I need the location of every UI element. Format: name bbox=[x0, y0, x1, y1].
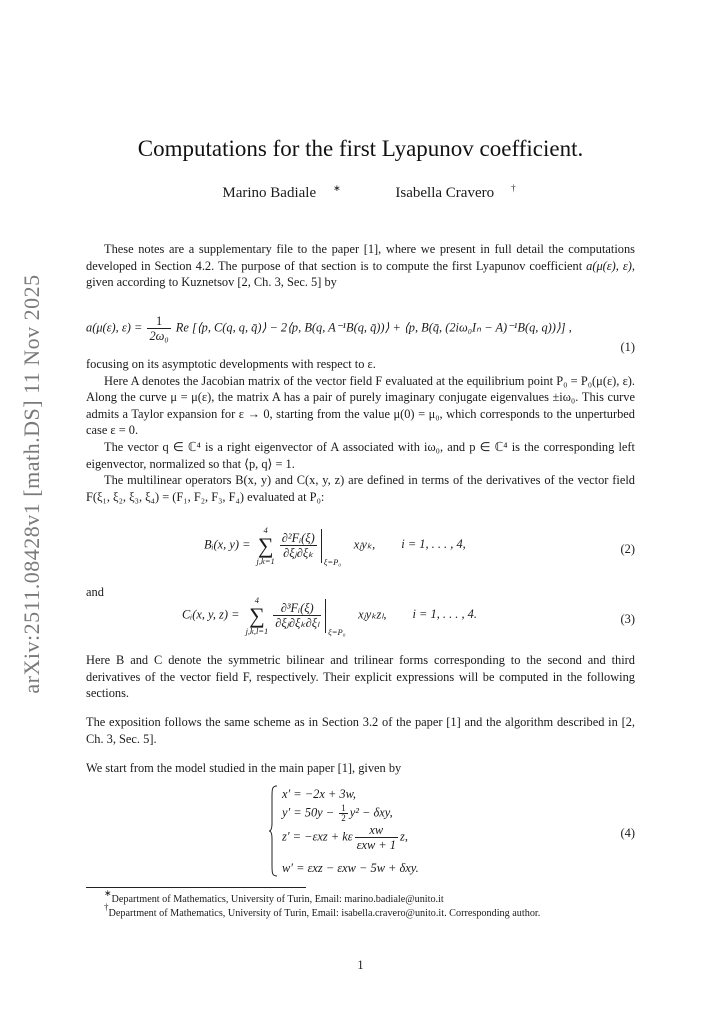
paragraph-jacobian: Here A denotes the Jacobian matrix of the vector field F evaluated at the equilibrium point P₀ = P₀(μ(ε), ε). Along the curve μ = μ(ε), the matrix A has a pair of purely imaginary conjugate eigenvalues ±iω₀. This curve admits a Taylor expansion for ε → 0, starting from the value μ(0) = μ₀, which corresponds to the unperturbed case ε = 0. bbox=[86, 373, 635, 438]
footnote-1: ∗Department of Mathematics, University of Turin, Email: marino.badiale@unito.it bbox=[104, 888, 444, 905]
system-line-w: w′ = εxz − εxw − 5w + δxy. bbox=[282, 861, 419, 875]
author-1-name: Marino Badiale bbox=[222, 185, 317, 201]
eq2-summation: 4 ∑ j,k=1 bbox=[256, 525, 275, 566]
equation-2: Bᵢ(x, y) = 4 ∑ j,k=1 $\frac{\text{∂²Fᵢ(ξ)}}{\text{∂ξⱼ∂ξₖ}}$ ξ=P₀ xⱼyₖ, i = 1, . . . , 4, (2) bbox=[204, 525, 635, 567]
eq1-fraction: $\frac{1}{\text{2ω₀}}$ bbox=[149, 314, 169, 343]
model-paragraph: We start from the model studied in the main paper [1], given by bbox=[86, 761, 402, 775]
equation-1: a(μ(ε), ε) = $\frac{1}{\text{2ω₀}}$ Re [⟨p, C(q, q, q̄)⟩ − 2⟨p, B(q, A⁻¹B(q, q̄))⟩ + ⟨p, B(q̄, (2iω₀Iₙ − A)⁻¹B(q, q))⟩] , (1) bbox=[86, 314, 635, 354]
eq2-evaluation-bar: ξ=P₀ bbox=[321, 529, 348, 563]
eq2-derivative: $\frac{\text{∂²Fᵢ(ξ)}}{\text{∂ξⱼ∂ξₖ}}$ bbox=[281, 531, 315, 560]
eq3-derivative: $\frac{\text{∂³Fᵢ(ξ)}}{\text{∂ξⱼ∂ξₖ∂ξₗ}}$ bbox=[275, 601, 320, 630]
paragraph-multilinear: The multilinear operators B(x, y) and C(x, y, z) are defined in terms of the derivatives of the vector field F(ξ₁, ξ₂, ξ₃, ξ₄) = (F₁, F₂, F₃, F₄) evaluated at P₀: bbox=[86, 473, 635, 504]
equation-number-3: (3) bbox=[620, 612, 635, 626]
equation-3: Cᵢ(x, y, z) = 4 ∑ j,k,l=1 $\frac{\text{∂³Fᵢ(ξ)}}{\text{∂ξⱼ∂ξₖ∂ξₗ}}$ ξ=P₀ xⱼyₖzₗ, i = 1, . . . , 4. (3) bbox=[182, 595, 635, 637]
equation-4-label bbox=[86, 826, 635, 844]
intro-paragraph: These notes are a supplementary file to the paper [1], where we present in full detail the computations developed in Section 4.2. The purpose of that section is to compute the first Lyapunov coefficient a(μ(ε), ε), given according to Kuznetsov [2, Ch. 3, Sec. 5] by bbox=[86, 242, 635, 290]
system-line-x: x′ = −2x + 3w, bbox=[282, 787, 357, 801]
and-connector: and bbox=[86, 585, 104, 599]
arxiv-sidebar bbox=[12, 274, 52, 694]
eq3-summation: 4 ∑ j,k,l=1 bbox=[245, 595, 269, 636]
scheme-paragraph: The exposition follows the same scheme as in Section 3.2 of the paper [1] and the algorithm described in [2, Ch. 3, Sec. 5]. bbox=[86, 715, 635, 746]
author-2-name: Isabella Cravero bbox=[395, 185, 495, 201]
arxiv-identifier: arXiv:2511.08428v1 [math.DS] 11 Nov 2025 bbox=[19, 274, 44, 694]
page-number: 1 bbox=[357, 958, 364, 972]
author-1-footnote-mark: ∗ bbox=[333, 183, 341, 193]
paper-title: Computations for the first Lyapunov coefficient. bbox=[137, 136, 584, 161]
system-line-y: y′ = 50y − $\frac{1}{2}$ y² − δxy, bbox=[282, 803, 393, 823]
eq3-evaluation-bar: ξ=P₀ bbox=[325, 599, 352, 633]
definitions-paragraphs bbox=[86, 356, 635, 505]
author-2 bbox=[378, 185, 515, 202]
system-line-z: z′ = −εxz + kε $\frac{xw}{\text{εxw + 1}}$ z, bbox=[282, 823, 408, 852]
forms-paragraph: Here B and C denote the symmetric bilinear and trilinear forms corresponding to the second and third derivatives of the vector field F, respectively. Their explicit expressions will be computed in the following sections. bbox=[86, 653, 635, 701]
footnote-2: †Department of Mathematics, University of Turin, Email: isabella.cravero@unito.it. Corresponding author. bbox=[104, 902, 541, 919]
author-1 bbox=[205, 185, 340, 202]
author-list bbox=[0, 185, 721, 202]
footnote-rule bbox=[86, 887, 306, 888]
paragraph-eigenvectors: The vector q ∈ ℂ⁴ is a right eigenvector of A associated with iω₀, and p ∈ ℂ⁴ is the corresponding left eigenvector, normalized so that ⟨p, q⟩ = 1. bbox=[86, 439, 635, 471]
equation-number-1: (1) bbox=[620, 340, 635, 354]
equation-number-4: (4) bbox=[620, 826, 635, 840]
paragraph-asymptotic: focusing on its asymptotic developments with respect to ε. bbox=[86, 357, 376, 371]
equation-number-2: (2) bbox=[620, 542, 635, 556]
author-2-footnote-mark: † bbox=[511, 183, 516, 193]
